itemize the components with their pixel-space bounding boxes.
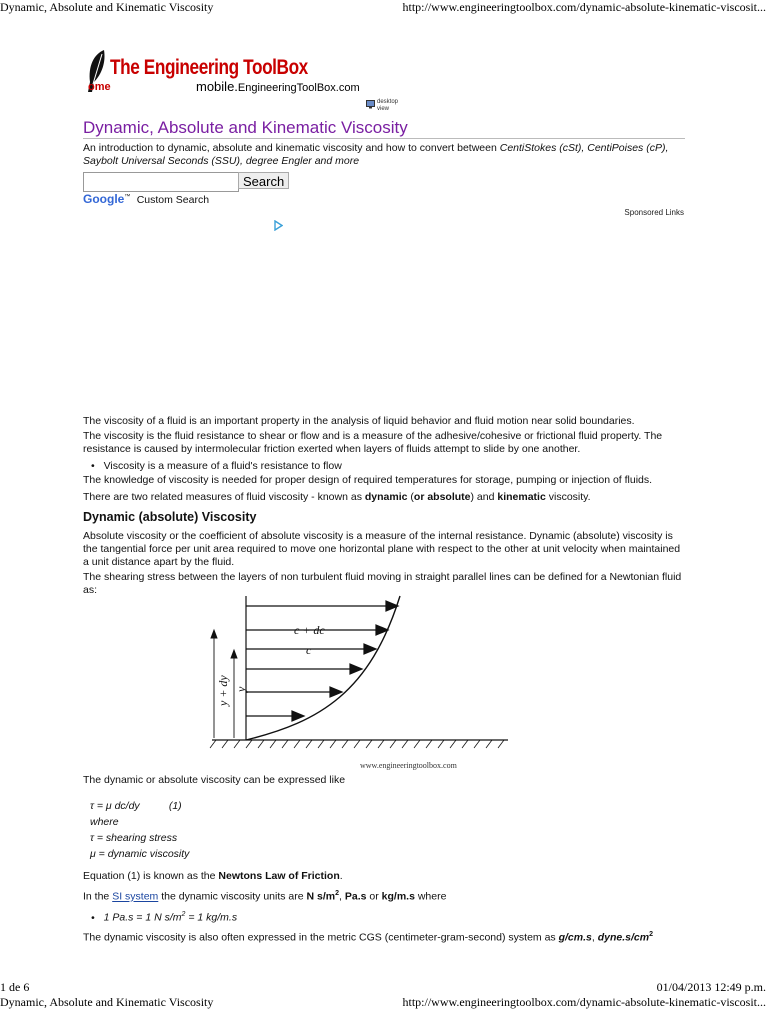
paragraph-newtons-law: Equation (1) is known as the Newtons Law of Friction.	[83, 870, 343, 882]
page-title: Dynamic, Absolute and Kinematic Viscosity	[83, 118, 408, 137]
logo-mobile-domain	[196, 79, 360, 94]
equation-mu: μ = dynamic viscosity	[90, 848, 190, 860]
paragraph-viscosity-definition: The viscosity is the fluid resistance to shear or flow and is a measure of the adhesive/cohesive or frictional fluid property. The resistance is caused by intermolecular friction exerted when layers of fluids attempt to slide by one another.	[83, 430, 663, 455]
print-header-url: http://www.engineeringtoolbox.com/dynamic-absolute-kinematic-viscosit...	[402, 0, 766, 14]
paragraph-knowledge: The knowledge of viscosity is needed for proper design of required temperatures for storage, pumping or injection of fluids.	[83, 474, 653, 486]
print-header-title-2: Dynamic, Absolute and Kinematic Viscosity	[0, 995, 214, 1009]
paragraph-expressed-like: The dynamic or absolute viscosity can be expressed like	[83, 774, 346, 786]
paragraph-shearing-stress: The shearing stress between the layers of non turbulent fluid moving in straight parallel lines can be defined for a Newtonian fluid as:	[83, 571, 682, 596]
diagram-label-c: c	[306, 643, 312, 657]
bullet-pa-s: • 1 Pa.s = 1 N $s/m^2 = 1$ kg/m.s	[91, 908, 681, 925]
google-custom-search-label: Google™ Custom Search	[83, 192, 210, 206]
bullet-viscosity-measure: • Viscosity is a measure of a fluid's resistance to flow	[91, 460, 681, 473]
diagram-label-y-dy: y + dy	[216, 675, 230, 706]
equation-1: τ = μ dc/dy (1)	[90, 800, 182, 812]
paragraph-absolute-viscosity: Absolute viscosity or the coefficient of absolute viscosity is a measure of the internal resistance. Dynamic (absolute) viscosity is the tangential force per unit area required to move one horizontal plane with respect to the other at unit velocity when maintained a unit distance apart by the fluid.	[83, 530, 681, 568]
print-footer-datetime: 01/04/2013 12:49 p.m.	[656, 980, 766, 994]
google-logo: Google	[83, 192, 125, 206]
logo-mobile-domain-text: EngineeringToolBox.com	[237, 82, 360, 94]
desktop-view-line1: desktop	[377, 99, 399, 105]
print-header-url-2: http://www.engineeringtoolbox.com/dynamic-absolute-kinematic-viscosit...	[402, 995, 766, 1009]
logo-mobile-prefix: mobile.	[196, 79, 238, 94]
equation-tau: τ = shearing stress	[90, 832, 178, 844]
intro-units: CentiStokes (cSt), CentiPoises (cP), Saybolt Universal Seconds (SSU), degree Engler and more	[83, 142, 669, 167]
logo-home-link[interactable]: ome	[88, 81, 111, 93]
custom-search-text: Custom Search	[136, 194, 210, 206]
search-input[interactable]	[83, 172, 239, 192]
adchoices-icon[interactable]	[274, 220, 283, 231]
desktop-view-link[interactable]	[366, 99, 406, 115]
print-header	[0, 0, 768, 14]
logo[interactable]	[84, 48, 364, 96]
heading-dynamic-viscosity: Dynamic (absolute) Viscosity	[83, 510, 257, 524]
diagram-watermark: www.engineeringtoolbox.com	[360, 761, 457, 770]
paragraph-viscosity-intro: The viscosity of a fluid is an important property in the analysis of liquid behavior and fluid motion near solid boundaries.	[83, 415, 635, 427]
paragraph-cgs-units: The dynamic viscosity is also often expressed in the metric CGS (centimeter-gram-second) system as g/cm.s, $dyne.s/cm^2$	[83, 931, 653, 944]
print-footer	[0, 980, 768, 994]
intro-text: An introduction to dynamic, absolute and kinematic viscosity and how to convert between CentiStokes (cSt), CentiPoises (cP), Saybolt Universal Seconds (SSU), degree Engler and more	[83, 142, 669, 167]
desktop-icon	[366, 100, 375, 109]
sponsored-links: Sponsored Links	[624, 208, 684, 217]
equation-where: where	[90, 816, 119, 828]
equation-block	[90, 798, 390, 862]
search-button[interactable]: Search	[238, 172, 289, 189]
print-header-next-page	[0, 995, 768, 1009]
title-divider	[83, 138, 685, 139]
print-footer-page: 1 de 6	[0, 980, 30, 994]
diagram-label-c-dc: c + dc	[294, 623, 325, 637]
diagram-label-y: y	[234, 686, 248, 692]
print-header-title: Dynamic, Absolute and Kinematic Viscosity	[0, 0, 214, 14]
si-system-link[interactable]: SI system	[112, 890, 159, 903]
desktop-view-line2: view	[377, 106, 390, 112]
paragraph-two-measures: There are two related measures of fluid viscosity - known as dynamic (or absolute) and kinematic viscosity.	[83, 491, 591, 503]
shear-flow-diagram	[200, 592, 570, 772]
logo-title: The Engineering ToolBox	[110, 56, 308, 79]
paragraph-si-units: In the SI system the dynamic viscosity units are N $s/m^2$, Pa.s or kg/m.s where	[83, 890, 447, 903]
